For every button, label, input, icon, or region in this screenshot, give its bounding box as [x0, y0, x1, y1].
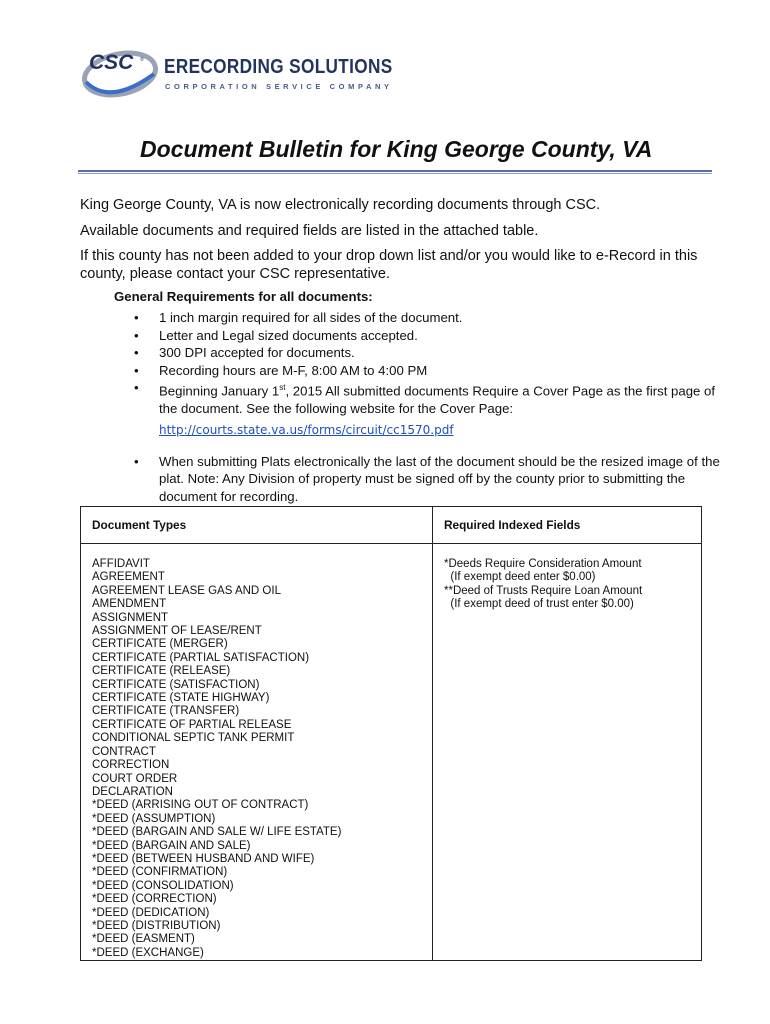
document-type-item: *DEED (CONSOLIDATION)	[92, 879, 234, 892]
requirement-item-cover-page	[114, 379, 724, 440]
document-type-item: *DEED (BARGAIN AND SALE)	[92, 839, 251, 852]
required-field-item: (If exempt deed enter $0.00)	[444, 571, 596, 584]
document-type-item: *DEED (EXCHANGE)	[92, 946, 204, 959]
document-type-item: *DEED (ARRISING OUT OF CONTRACT)	[92, 799, 309, 812]
document-type-item: *DEED (DISTRIBUTION)	[92, 919, 221, 932]
document-type-item: *DEED (BETWEEN HUSBAND AND WIFE)	[92, 852, 315, 865]
document-type-item: CERTIFICATE (STATE HIGHWAY)	[92, 692, 270, 705]
document-types-list	[92, 558, 421, 960]
document-type-item: *DEED (ASSUMPTION)	[92, 812, 216, 825]
document-type-item: CERTIFICATE (MERGER)	[92, 638, 228, 651]
required-field-item: (If exempt deed of trust enter $0.00)	[444, 598, 634, 611]
csc-swoosh-icon	[80, 44, 162, 102]
requirement-item-plats: • When submitting Plats electronically the last of the document should be the resized image of the plat. Note: Any Division of property must be signed off by the county prior to submitting the document for recording.	[114, 453, 724, 506]
document-type-item: COURT ORDER	[92, 772, 178, 785]
document-type-item: CERTIFICATE (RELEASE)	[92, 665, 231, 678]
required-fields-cell	[433, 544, 702, 961]
document-type-item: CERTIFICATE (PARTIAL SATISFACTION)	[92, 651, 310, 664]
required-field-item: *Deeds Require Consideration Amount	[444, 558, 642, 570]
document-types-cell	[81, 544, 433, 961]
requirement-item: • 1 inch margin required for all sides of the document.	[114, 309, 724, 327]
logo-tagline: CORPORATION SERVICE COMPANY	[165, 82, 393, 91]
document-type-item: CORRECTION	[92, 759, 170, 772]
header-required-fields: Required Indexed Fields	[433, 507, 702, 544]
document-type-item: ASSIGNMENT	[92, 611, 169, 624]
document-type-item: AGREEMENT	[92, 571, 165, 584]
table-row	[81, 544, 702, 961]
intro-paragraph-2: Available documents and required fields are listed in the attached table.	[80, 223, 539, 239]
document-type-item: AMENDMENT	[92, 598, 167, 611]
required-field-item: **Deed of Trusts Require Loan Amount	[444, 584, 643, 597]
document-type-item: ASSIGNMENT OF LEASE/RENT	[92, 625, 262, 638]
page-title: Document Bulletin for King George County, VA	[140, 136, 653, 162]
svg-text:®: ®	[140, 57, 144, 63]
intro-paragraph-1: King George County, VA is now electronically recording documents through CSC.	[80, 197, 601, 213]
document-type-item: *DEED (EASMENT)	[92, 933, 195, 946]
title-divider	[78, 170, 712, 172]
document-type-item: AFFIDAVIT	[92, 558, 150, 570]
cover-page-link[interactable]: http://courts.state.va.us/forms/circuit/cc1570.pdf	[159, 423, 454, 438]
document-type-item: *DEED (CONFIRMATION)	[92, 866, 228, 879]
document-type-item: *DEED (BARGAIN AND SALE W/ LIFE ESTATE)	[92, 826, 342, 839]
document-type-item: AGREEMENT LEASE GAS AND OIL	[92, 584, 281, 597]
requirements-heading: General Requirements for all documents:	[114, 289, 373, 304]
csc-logo	[80, 44, 393, 102]
cover-page-text-start: Beginning January 1	[159, 383, 280, 399]
document-type-item: CERTIFICATE (SATISFACTION)	[92, 678, 260, 691]
requirements-list	[114, 309, 724, 505]
document-type-item: CONTRACT	[92, 745, 156, 758]
document-type-item: *DEED (DEDICATION)	[92, 906, 210, 919]
table-header-row	[81, 507, 702, 544]
document-type-item: CERTIFICATE OF PARTIAL RELEASE	[92, 718, 292, 731]
document-type-item: CERTIFICATE (TRANSFER)	[92, 705, 240, 718]
document-type-item: *DEED (CORRECTION)	[92, 893, 217, 906]
cover-page-ordinal: st	[279, 383, 286, 392]
document-type-item: DECLARATION	[92, 785, 173, 798]
logo-mark: CSC	[89, 51, 134, 74]
logo-name: ERECORDING SOLUTIONS	[164, 56, 393, 78]
required-fields-list	[444, 558, 690, 612]
requirement-item: • Letter and Legal sized documents accepted.	[114, 327, 724, 345]
intro-paragraph-3: If this county has not been added to your drop down list and/or you would like to e-Record in this county, please contact your CSC representative.	[80, 248, 698, 282]
cover-page-text-end: , 2015 All submitted documents Require a Cover Page as the first page of the document. See the following website for the Cover Page:	[159, 383, 716, 416]
requirement-item: • Recording hours are M-F, 8:00 AM to 4:00 PM	[114, 362, 724, 380]
documents-table	[80, 506, 702, 961]
requirement-item: • 300 DPI accepted for documents.	[114, 344, 724, 362]
title-divider-secondary	[78, 173, 712, 174]
header-document-types: Document Types	[81, 507, 433, 544]
document-type-item: CONDITIONAL SEPTIC TANK PERMIT	[92, 732, 295, 745]
